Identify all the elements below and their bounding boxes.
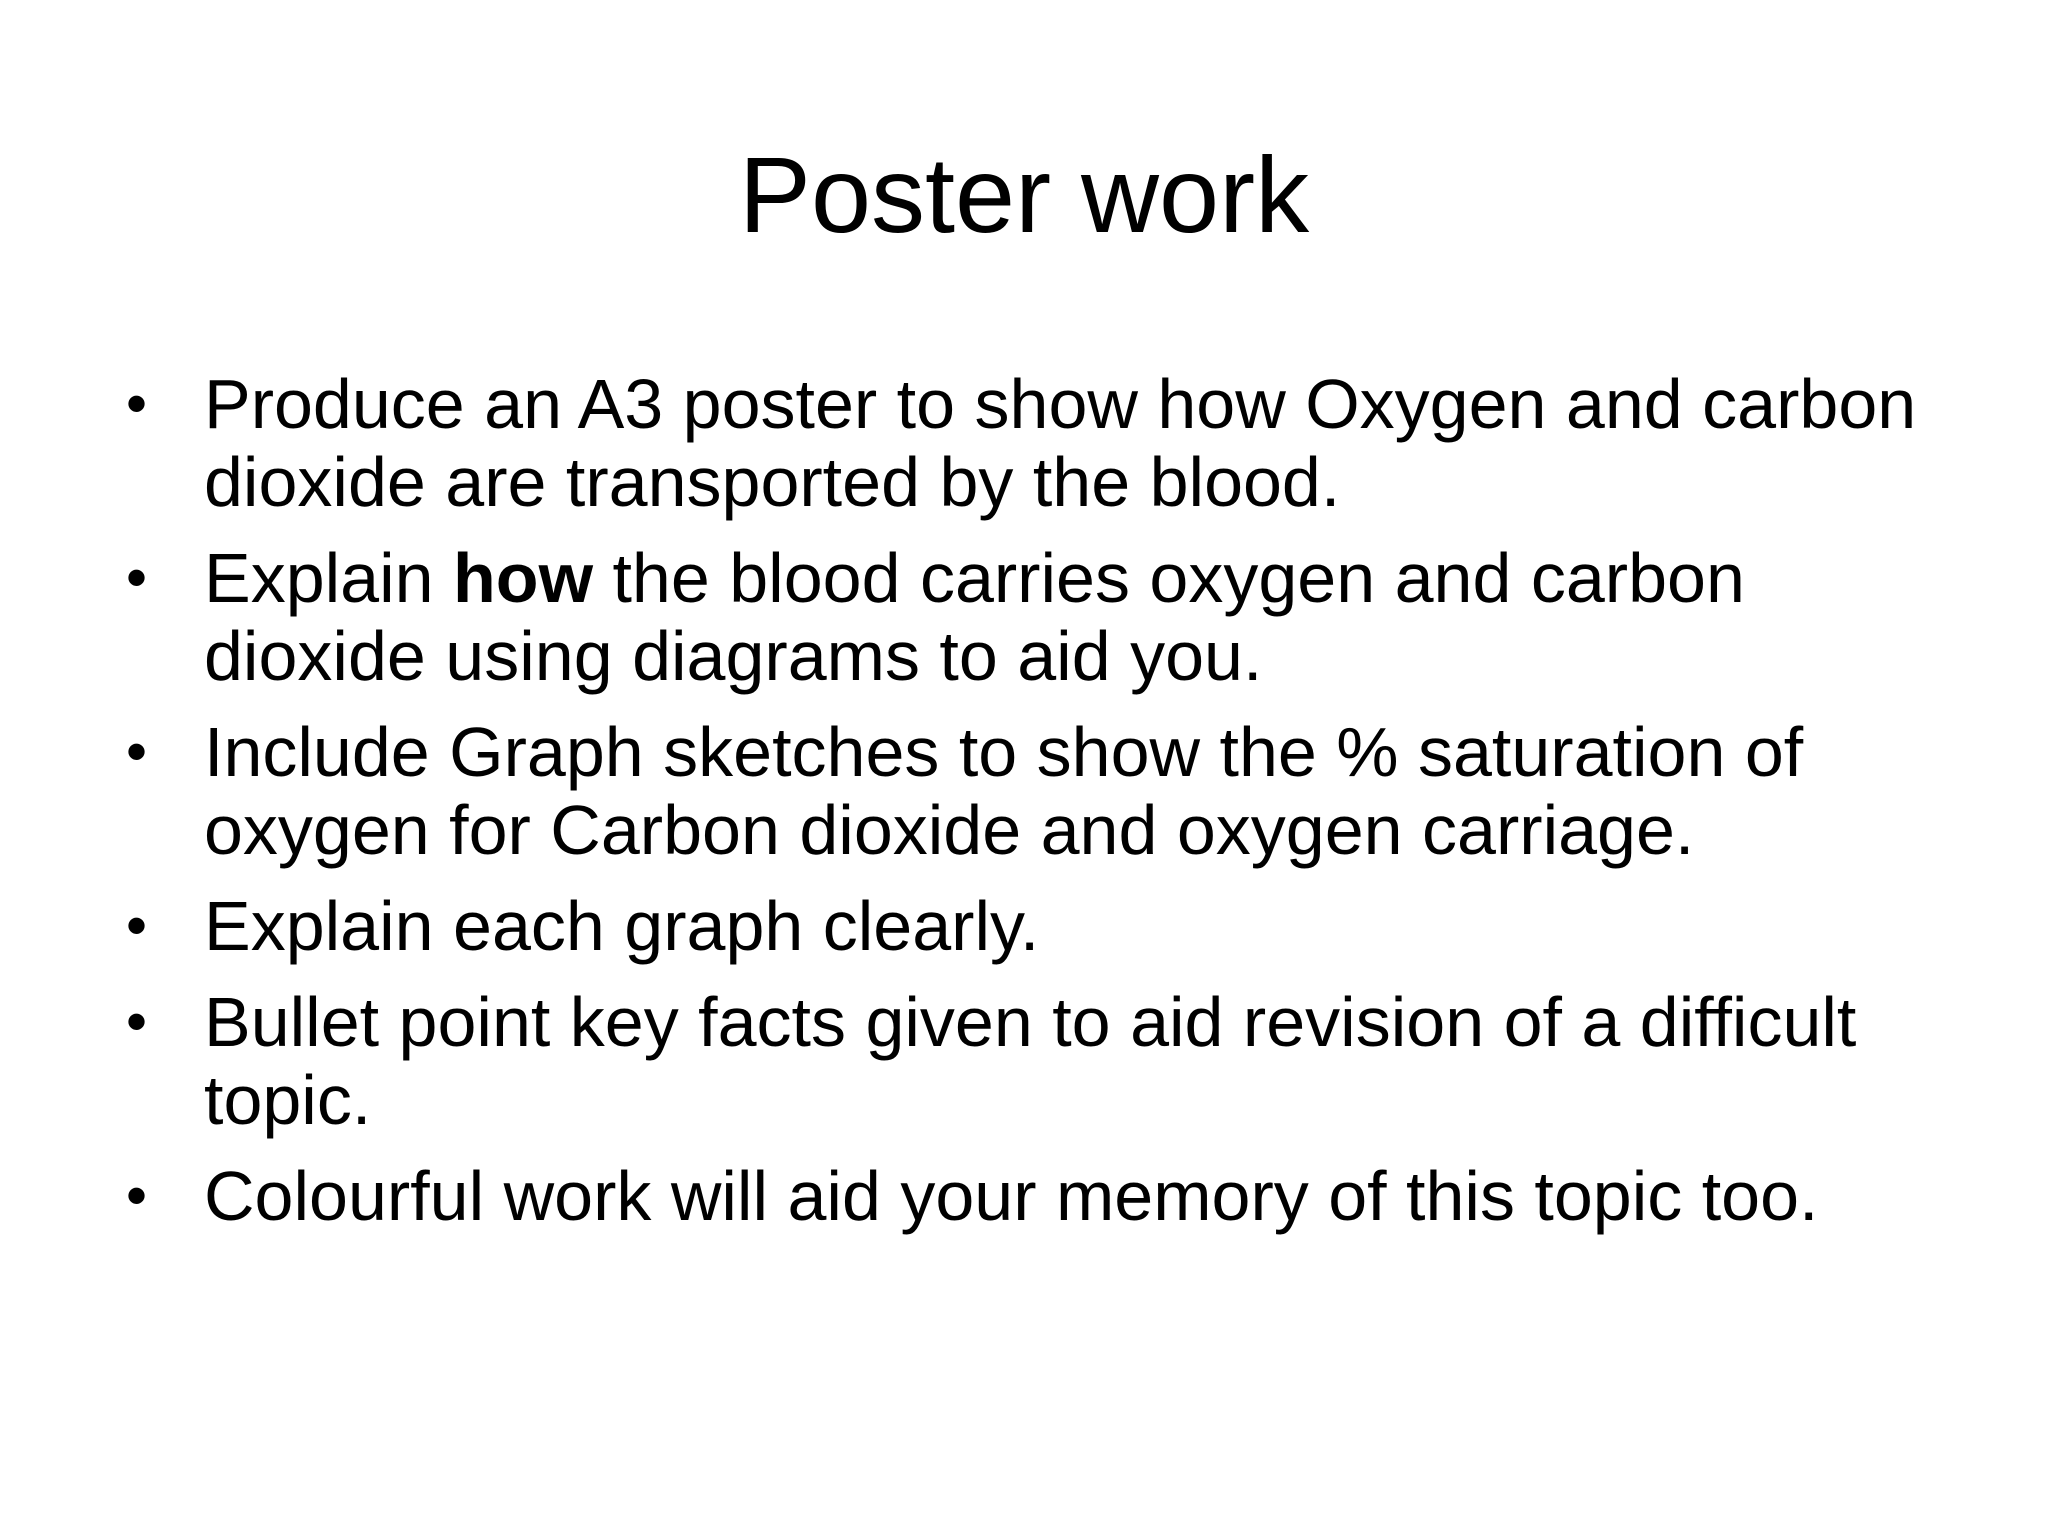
bullet-item — [120, 1157, 1920, 1235]
bullet-list — [120, 365, 1920, 1253]
bullet-text: Colourful work will aid your memory of this topic too. — [204, 1157, 1819, 1235]
bullet-icon: • — [126, 892, 148, 959]
bullet-icon: • — [126, 1162, 148, 1229]
bullet-text: Bullet point key facts given to aid revision of a difficult topic. — [204, 983, 1857, 1139]
bullet-text: Produce an A3 poster to show how Oxygen and carbon dioxide are transported by the blood. — [204, 365, 1917, 521]
bullet-item — [120, 539, 1920, 695]
bullet-icon: • — [126, 544, 148, 611]
bullet-text-pre: Explain — [204, 539, 454, 617]
bullet-item — [120, 713, 1920, 869]
bullet-icon: • — [126, 988, 148, 1055]
slide-title: Poster work — [738, 134, 1310, 255]
bullet-item — [120, 983, 1920, 1139]
bullet-text: Include Graph sketches to show the % saturation of oxygen for Carbon dioxide and oxygen carriage. — [204, 713, 1804, 869]
bullet-text: Explain each graph clearly. — [204, 887, 1040, 965]
bullet-icon: • — [126, 370, 148, 437]
bullet-text-bold: how — [453, 539, 594, 617]
bullet-text-post: the blood carries oxygen and carbon dioxide using diagrams to aid you. — [204, 539, 1745, 695]
bullet-item — [120, 365, 1920, 521]
bullet-icon: • — [126, 718, 148, 785]
bullet-item — [120, 887, 1920, 965]
